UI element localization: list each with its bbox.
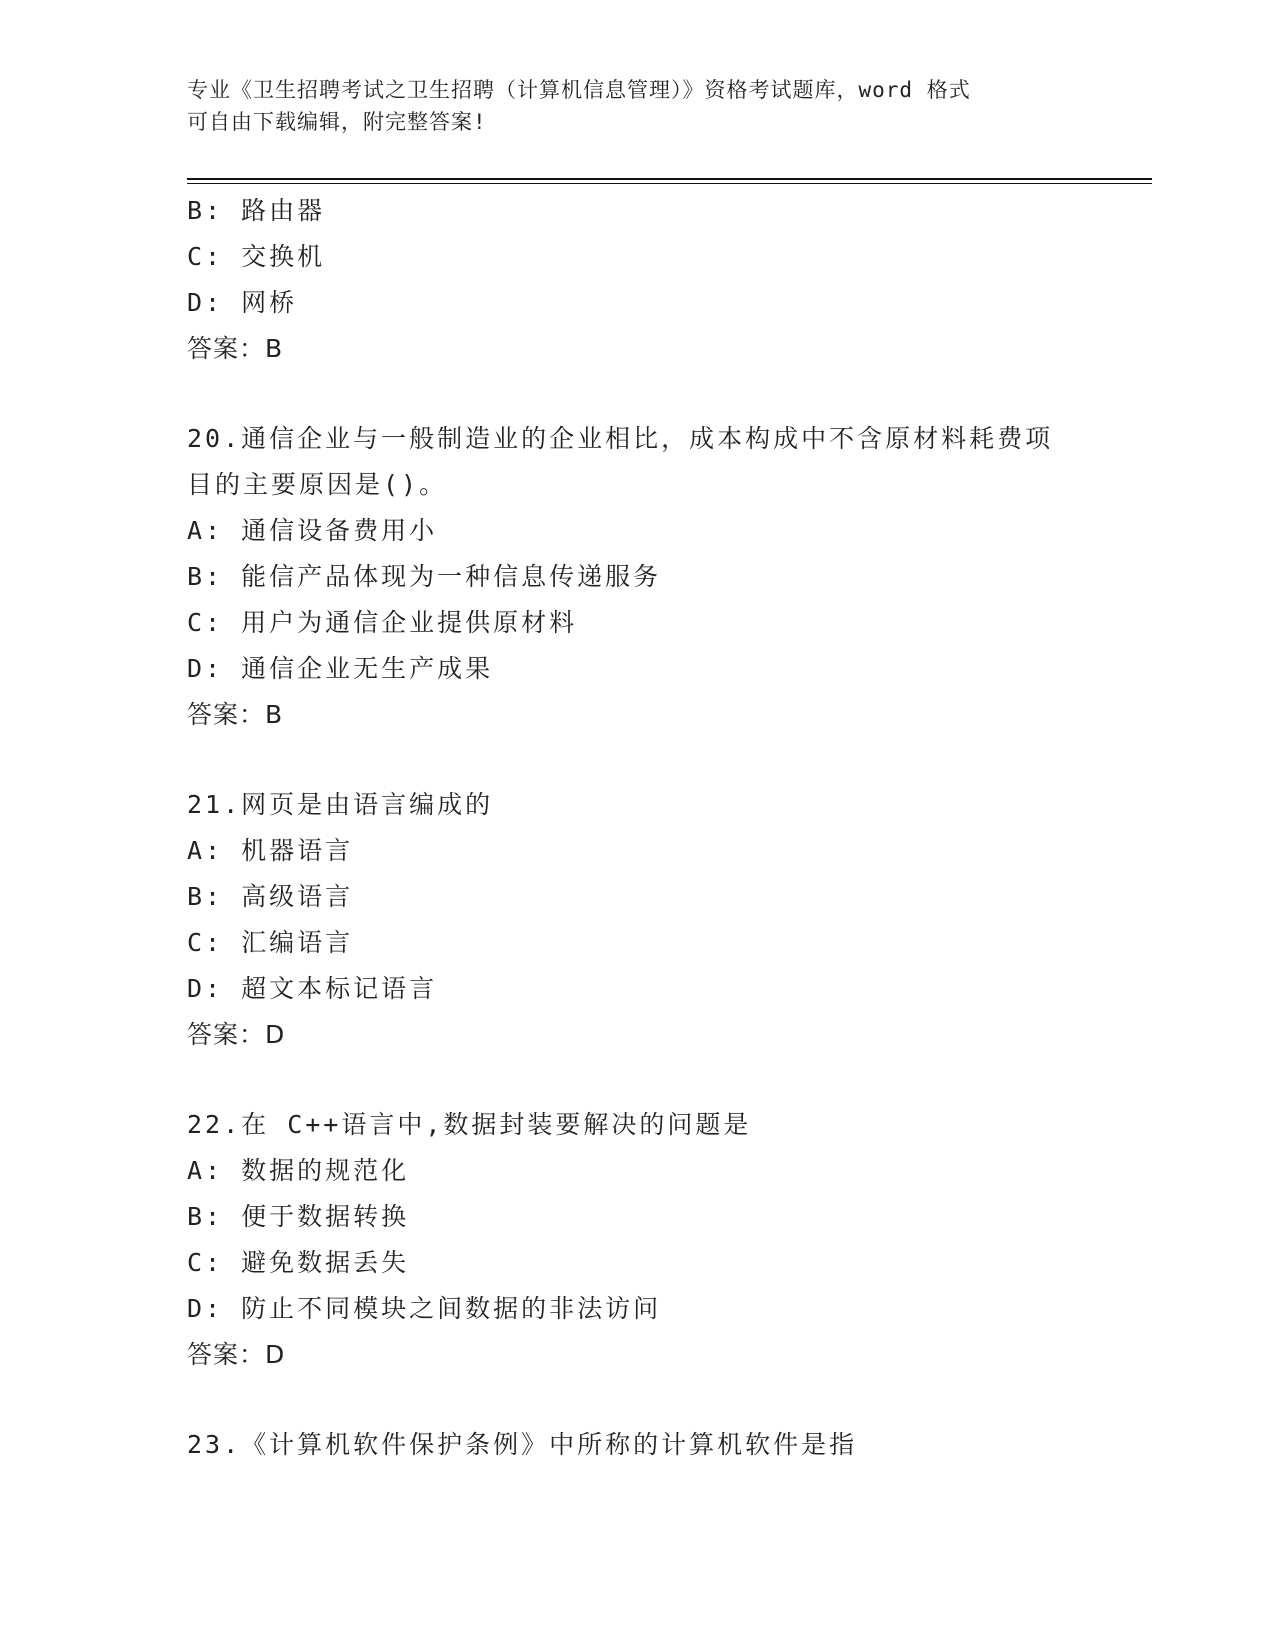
spacer [187, 372, 1087, 416]
question-list [187, 188, 1087, 1468]
question-21 [187, 782, 1087, 1058]
option-c: C: 用户为通信企业提供原材料 [187, 608, 578, 637]
option-b: B: 便于数据转换 [187, 1202, 410, 1231]
header-line-1: 专业《卫生招聘考试之卫生招聘（计算机信息管理）》资格考试题库，word 格式 [187, 78, 971, 102]
option-d: D: 通信企业无生产成果 [187, 654, 494, 683]
question-stem: 23.《计算机软件保护条例》中所称的计算机软件是指 [187, 1430, 858, 1459]
option-b: B: 高级语言 [187, 882, 354, 911]
header-divider-thin [187, 183, 1152, 184]
question-23 [187, 1422, 1087, 1468]
option-a: A: 机器语言 [187, 836, 354, 865]
question-stem-line-2: 目的主要原因是()。 [187, 470, 448, 499]
answer: 答案：D [187, 1020, 286, 1049]
question-stem-line-1: 20.通信企业与一般制造业的企业相比，成本构成中不含原材料耗费项 [187, 424, 1054, 453]
header-divider-thick [187, 178, 1152, 180]
option-b: B: 路由器 [187, 196, 326, 225]
option-a: A: 数据的规范化 [187, 1156, 410, 1185]
spacer [187, 1058, 1087, 1102]
question-19 [187, 188, 1087, 372]
spacer [187, 738, 1087, 782]
question-stem: 22.在 C++语言中,数据封装要解决的问题是 [187, 1110, 752, 1139]
option-c: C: 交换机 [187, 242, 326, 271]
option-c: C: 避免数据丢失 [187, 1248, 410, 1277]
option-d: D: 防止不同模块之间数据的非法访问 [187, 1294, 662, 1323]
answer: 答案：B [187, 334, 284, 363]
answer: 答案：D [187, 1340, 286, 1369]
question-stem: 21.网页是由语言编成的 [187, 790, 494, 819]
question-22 [187, 1102, 1087, 1378]
option-b: B: 能信产品体现为一种信息传递服务 [187, 562, 662, 591]
option-d: D: 网桥 [187, 288, 298, 317]
answer: 答案：B [187, 700, 284, 729]
header-line-2: 可自由下载编辑，附完整答案! [187, 110, 487, 134]
option-c: C: 汇编语言 [187, 928, 354, 957]
document-header [187, 74, 1067, 138]
spacer [187, 1378, 1087, 1422]
option-a: A: 通信设备费用小 [187, 516, 438, 545]
option-d: D: 超文本标记语言 [187, 974, 438, 1003]
question-20 [187, 416, 1087, 738]
